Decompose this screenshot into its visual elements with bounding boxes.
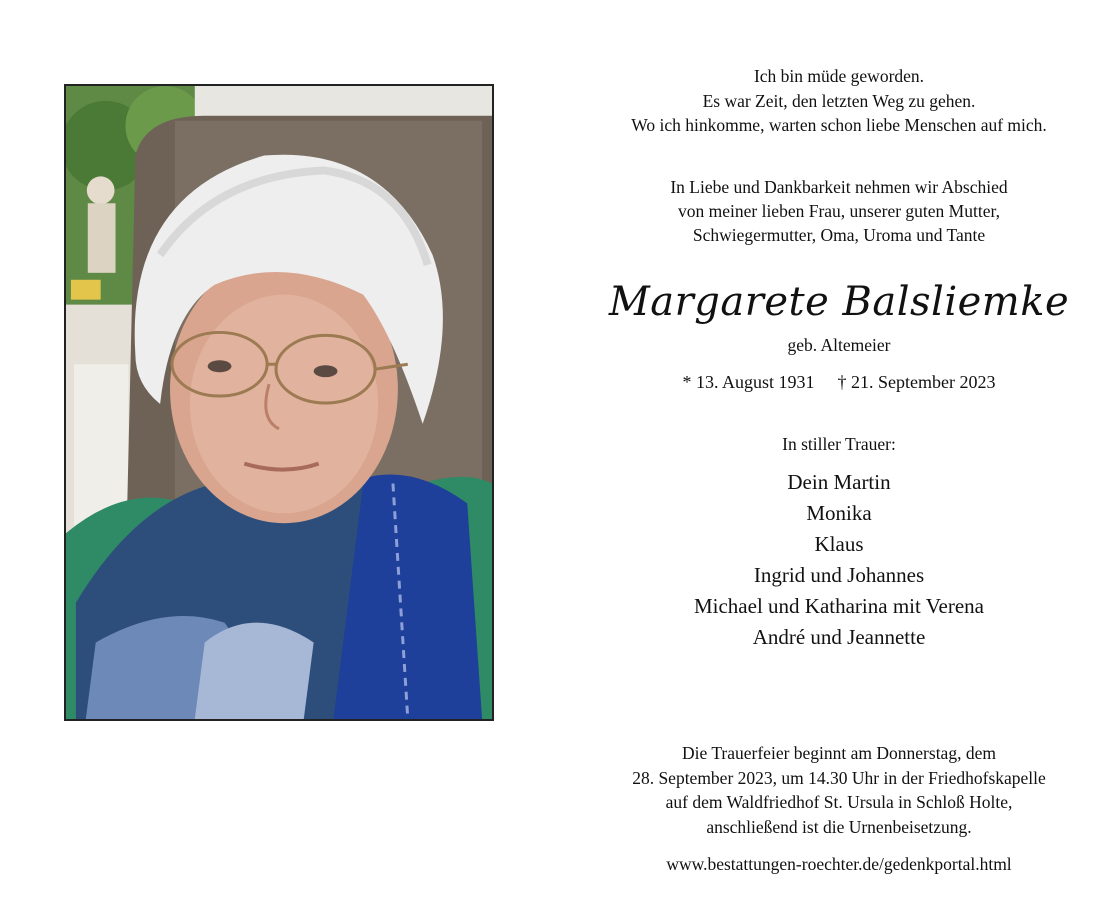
intro-line: In Liebe und Dankbarkeit nehmen wir Abschied [670, 177, 1008, 197]
family-member: Klaus [814, 532, 864, 556]
family-member: Dein Martin [787, 470, 891, 494]
service-info [560, 741, 1118, 839]
service-line: anschließend ist die Urnenbeisetzung. [706, 816, 972, 837]
poem-line: Ich bin müde geworden. [753, 66, 925, 86]
service-line: 28. September 2023, um 14.30 Uhr in der Friedhofskapelle [632, 767, 1046, 788]
family-member: Michael und Katharina mit Verena [693, 594, 984, 618]
intro-line: von meiner lieben Frau, unserer guten Mutter, [678, 201, 1000, 221]
mourning-label: In stiller Trauer: [782, 434, 896, 454]
life-dates [560, 370, 1118, 394]
family-member: Ingrid und Johannes [753, 563, 925, 587]
family-member: André und Jeannette [752, 625, 926, 649]
intro-line: Schwiegermutter, Oma, Uroma und Tante [692, 225, 986, 245]
service-line: auf dem Waldfriedhof St. Ursula in Schloß Holte, [665, 792, 1013, 812]
poem-line: Wo ich hinkomme, warten schon liebe Menschen auf mich. [631, 115, 1047, 135]
website-link[interactable]: www.bestattungen-roechter.de/gedenkportal.html [666, 854, 1012, 874]
birth-name: geb. Altemeier [787, 335, 891, 355]
poem-verse [560, 64, 1118, 138]
portrait-image [66, 86, 492, 719]
birth-date: * 13. August 1931 [682, 372, 815, 392]
family-member: Monika [806, 501, 872, 525]
poem-line: Es war Zeit, den letzten Weg zu gehen. [702, 90, 976, 111]
service-line: Die Trauerfeier beginnt am Donnerstag, dem [682, 743, 996, 763]
deceased-name: Margarete Balsliemke [608, 279, 1070, 325]
death-date: † 21. September 2023 [837, 372, 996, 392]
farewell-intro [560, 175, 1118, 247]
portrait-photo [64, 84, 494, 721]
family-list [560, 467, 1118, 653]
